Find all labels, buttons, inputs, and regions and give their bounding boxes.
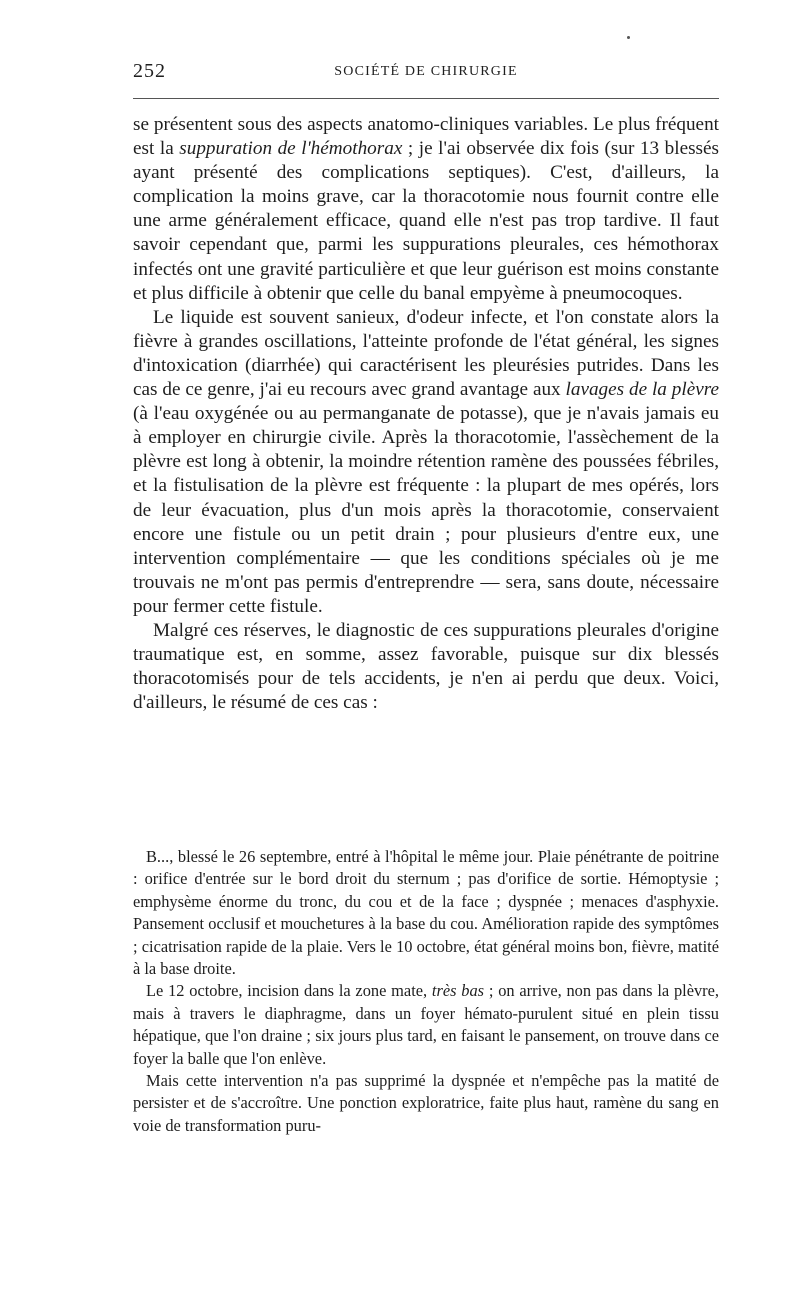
header-rule [133, 98, 719, 99]
paragraph: Malgré ces réserves, le diagnostic de ces suppurations pleurales d'origine traumatique est, en somme, assez favorable, puisque sur dix blessés thoracotomisés pour de tels accidents, je n'en ai perdu que deux. Voici, d'ailleurs, le résumé de ces cas : [133, 619, 719, 714]
text-run: ; on arrive, non pas dans la plèvre, mais à travers le diaphragme, dans un foyer hémato-purulent situé en plein tissu hépatique, que l'on draine ; six jours plus tard, en faisant le pansement, on trouve dans ce foyer la balle que l'on enlève. [133, 981, 719, 1068]
paragraph [133, 306, 719, 619]
italic-term: très bas [431, 981, 485, 1001]
text-run: Le 12 octobre, incision dans la zone mate, [146, 981, 432, 1001]
case-paragraph: Mais cette intervention n'a pas supprimé la dyspnée et n'empêche pas la matité de persister et de s'accroître. Une ponction exploratrice, faite plus haut, ramène du sang en voie de transformation puru- [133, 1071, 719, 1135]
main-text [133, 113, 719, 715]
case-paragraph: B..., blessé le 26 septembre, entré à l'hôpital le même jour. Plaie pénétrante de poitrine : orifice d'entrée sur le bord droit du sternum ; pas d'orifice de sortie. Hémoptysie ; emphysème énorme du tronc, du cou et de la face ; dyspnée ; menaces d'asphyxie. Pansement occlusif et mouchetures à la base du cou. Amélioration rapide des symptômes ; cicatrisation rapide de la plaie. Vers le 10 octobre, état général moins bon, fièvre, matité à la base droite. [133, 847, 719, 979]
text-run: ; je l'ai observée dix fois (sur 13 blessés ayant présenté des complications septiques). C'est, d'ailleurs, la complication la moins grave, car la thoracotomie nous fournit contre elle une arme généralement efficace, quand elle n'est pas trop tardive. Il faut savoir cependant que, parmi les suppurations pleurales, ces hémothorax infectés ont une gravité particulière et que leur guérison est moins constante et plus difficile à obtenir que celle du banal empyème à pneumocoques. [133, 138, 720, 304]
page-number: 252 [133, 60, 166, 82]
paragraph [133, 113, 719, 306]
case-paragraph [133, 980, 719, 1070]
text-run: se présentent sous des aspects anatomo-cliniques variables. Le plus fréquent est la [133, 114, 719, 160]
text-run: (à l'eau oxygénée ou au permanganate de potasse), que je n'avais jamais eu à employer en chirurgie civile. Après la thoracotomie, l'assèchement de la plèvre est long à obtenir, la moindre rétention ramène des poussées fébriles, et la fistulisation de la plèvre est fréquente : la plupart de mes opérés, lors de leur évacuation, plus d'un mois après la thoracotomie, conservaient encore une fistule ou un petit drain ; pour plusieurs d'entre eux, une intervention complémentaire — que les conditions spéciales où je me trouvais ne m'ont pas permis d'entreprendre — sera, sans doute, nécessaire pour fermer cette fistule. [133, 403, 719, 617]
italic-term: lavages de la plèvre [565, 379, 719, 401]
running-title: SOCIÉTÉ DE CHIRURGIE [334, 64, 518, 79]
page-header [133, 58, 719, 88]
italic-term: suppuration de l'hémothorax [179, 138, 403, 160]
text-run: Le liquide est souvent sanieux, d'odeur infecte, et l'on constate alors la fièvre à grandes oscillations, l'atteinte profonde de l'état général, les signes d'intoxication (diarrhée) qui caractérisent les pleurésies putrides. Dans les cas de ce genre, j'ai eu recours avec grand avantage aux [133, 306, 719, 401]
case-report [133, 846, 719, 1137]
print-speck [627, 36, 630, 39]
